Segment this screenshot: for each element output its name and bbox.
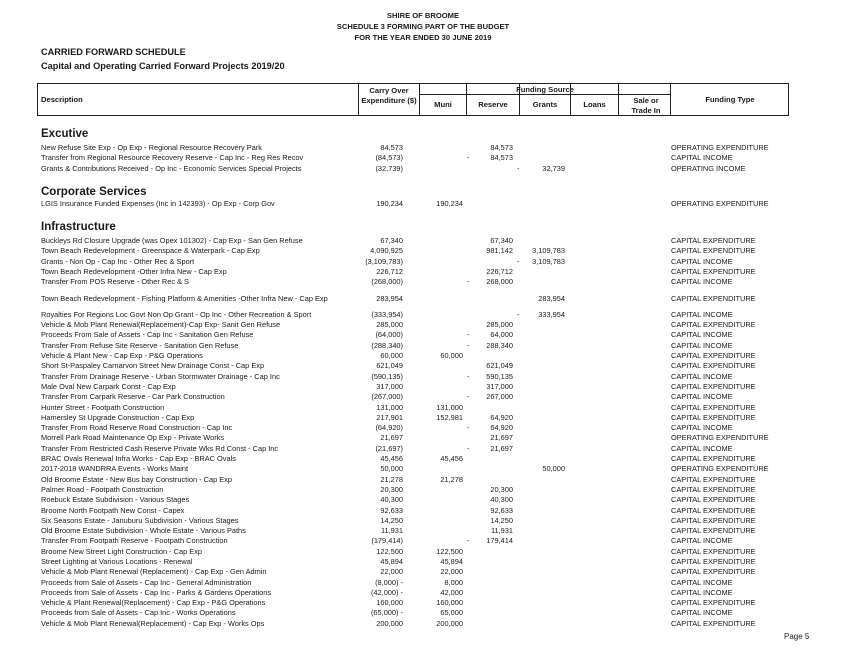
col-sale-trade: Sale or Trade In [631, 96, 661, 115]
row-funding-type: OPERATING EXPENDITURE [671, 433, 769, 442]
row-description: Proceeds from Sale of Assets - Cap Inc - General Administration [41, 578, 252, 587]
row-funding-type: OPERATING EXPENDITURE [671, 199, 769, 208]
row-description: 2017-2018 WANDRRA Events - Works Maint [41, 464, 189, 473]
table-row [0, 267, 846, 277]
row-description: Town Beach Redevelopment -Other Infra New - Cap Exp [41, 267, 227, 276]
row-carry-over: (21,697) [375, 444, 403, 453]
row-description: Vehicle & Mob Plant Renewal (Replacement) - Cap Exp - Gen Admin [41, 567, 267, 576]
row-carry-over: (64,920) [375, 423, 403, 432]
row-funding-type: CAPITAL EXPENDITURE [671, 413, 756, 422]
row-description: Broome New Street Light Construction - Cap Exp [41, 547, 203, 556]
table-row [0, 506, 846, 516]
shire-name: SHIRE OF BROOME [386, 11, 460, 20]
row-reserve: 40,300 [490, 495, 513, 504]
row-reserve-dash: - [467, 277, 470, 286]
row-description: Vehicle & Mob Plant Renewal(Replacement) - Cap Exp - Works Ops [41, 619, 265, 628]
table-row [0, 557, 846, 567]
table-row [0, 567, 846, 577]
col-grants: Grants [532, 100, 558, 109]
table-row [0, 372, 846, 382]
row-carry-over: (333,954) [371, 310, 403, 319]
table-row [0, 485, 846, 495]
row-carry-over: 160,000 [376, 598, 403, 607]
row-reserve: 267,000 [486, 392, 513, 401]
row-funding-type: CAPITAL EXPENDITURE [671, 475, 756, 484]
row-description: Town Beach Redevelopment - Greenspace & Waterpark - Cap Exp [41, 246, 260, 255]
row-carry-over: 226,712 [376, 267, 403, 276]
row-funding-type: CAPITAL INCOME [671, 257, 733, 266]
row-funding-type: CAPITAL EXPENDITURE [671, 547, 756, 556]
row-carry-over: 22,000 [380, 567, 403, 576]
table-row [0, 578, 846, 588]
row-carry-over: 84,573 [380, 143, 403, 152]
row-funding-type: CAPITAL INCOME [671, 608, 733, 617]
row-description: Town Beach Redevelopment - Fishing Platform & Amenities -Other Infra New - Cap Exp [41, 294, 328, 303]
row-reserve-dash: - [467, 392, 470, 401]
table-row [0, 495, 846, 505]
row-description: Transfer from Regional Resource Recovery Reserve - Cap Inc - Reg Res Recov [41, 153, 304, 162]
row-grants-dash: - [517, 257, 520, 266]
row-description: Hamersley St Upgrade Construction - Cap Exp [41, 413, 195, 422]
row-funding-type: CAPITAL INCOME [671, 341, 733, 350]
row-funding-type: CAPITAL EXPENDITURE [671, 516, 756, 525]
section-heading: Infrastructure [41, 221, 116, 233]
row-funding-type: CAPITAL EXPENDITURE [671, 382, 756, 391]
row-carry-over: (42,000) - [370, 588, 403, 597]
row-muni: 60,000 [440, 351, 463, 360]
row-carry-over: (3,109,783) [365, 257, 403, 266]
row-muni: 152,981 [436, 413, 463, 422]
row-grants: 50,000 [542, 464, 565, 473]
row-description: Hunter Street - Footpath Construction [41, 403, 165, 412]
table-row [0, 330, 846, 340]
row-reserve: 92,633 [490, 506, 513, 515]
row-muni: 200,000 [436, 619, 463, 628]
row-carry-over: 200,000 [376, 619, 403, 628]
row-reserve: 64,920 [490, 413, 513, 422]
row-description: Old Broome Estate Subdivision - Whole Estate - Various Paths [41, 526, 246, 535]
col-funding-type: Funding Type [705, 95, 755, 104]
row-carry-over: (267,000) [371, 392, 403, 401]
row-funding-type: CAPITAL EXPENDITURE [671, 619, 756, 628]
row-reserve-dash: - [467, 330, 470, 339]
row-funding-type: CAPITAL INCOME [671, 578, 733, 587]
row-description: Street Lighting at Various Locations - Renewal [41, 557, 193, 566]
row-reserve-dash: - [467, 341, 470, 350]
row-funding-type: CAPITAL EXPENDITURE [671, 567, 756, 576]
table-row [0, 598, 846, 608]
row-reserve: 21,697 [490, 444, 513, 453]
row-reserve: 226,712 [486, 267, 513, 276]
row-reserve: 84,573 [490, 143, 513, 152]
row-description: Vehicle & Plant Renewal(Replacement) - Cap Exp - P&G Operations [41, 598, 266, 607]
row-funding-type: CAPITAL INCOME [671, 444, 733, 453]
row-funding-type: CAPITAL EXPENDITURE [671, 246, 756, 255]
row-reserve: 67,340 [490, 236, 513, 245]
col-description: Description [41, 95, 83, 104]
row-muni: 21,278 [440, 475, 463, 484]
col-funding-source: Funding Source [516, 85, 574, 94]
schedule-heading: SCHEDULE 3 FORMING PART OF THE BUDGET [336, 22, 510, 31]
row-grants-dash: - [517, 310, 520, 319]
row-carry-over: 285,000 [376, 320, 403, 329]
row-carry-over: 11,931 [380, 526, 403, 535]
row-carry-over: 131,000 [376, 403, 403, 412]
row-carry-over: 14,250 [380, 516, 403, 525]
row-reserve: 11,931 [490, 526, 513, 535]
table-row [0, 608, 846, 618]
row-description: Broome North Footpath New Const - Capex [41, 506, 185, 515]
row-reserve: 268,000 [486, 277, 513, 286]
row-description: Proceeds from Sale of Assets - Cap Inc - Parks & Gardens Operations [41, 588, 272, 597]
table-row [0, 351, 846, 361]
row-funding-type: CAPITAL EXPENDITURE [671, 267, 756, 276]
row-reserve: 590,135 [486, 372, 513, 381]
row-reserve: 621,049 [486, 361, 513, 370]
row-carry-over: 21,697 [380, 433, 403, 442]
row-funding-type: CAPITAL EXPENDITURE [671, 361, 756, 370]
table-row [0, 444, 846, 454]
row-funding-type: CAPITAL EXPENDITURE [671, 526, 756, 535]
row-reserve: 288,340 [486, 341, 513, 350]
row-funding-type: OPERATING EXPENDITURE [671, 143, 769, 152]
table-row [0, 547, 846, 557]
row-grants: 283,954 [538, 294, 565, 303]
row-carry-over: 92,633 [380, 506, 403, 515]
row-description: Proceeds from Sale of Assets - Cap Inc - Works Operations [41, 608, 236, 617]
row-description: Transfer From Footpath Reserve - Footpath Construction [41, 536, 228, 545]
table-row [0, 588, 846, 598]
row-funding-type: CAPITAL EXPENDITURE [671, 598, 756, 607]
table-row [0, 536, 846, 546]
table-row [0, 246, 846, 256]
row-grants: 32,739 [542, 164, 565, 173]
row-reserve-dash: - [467, 423, 470, 432]
table-row [0, 475, 846, 485]
row-description: Short St-Paspaley Carnarvon Street New Drainage Const - Cap Exp [41, 361, 265, 370]
row-carry-over: 60,000 [380, 351, 403, 360]
row-carry-over: 45,456 [380, 454, 403, 463]
table-row [0, 310, 846, 320]
row-carry-over: 283,954 [376, 294, 403, 303]
table-row [0, 143, 846, 153]
table-row [0, 454, 846, 464]
table-row [0, 619, 846, 629]
row-description: BRAC Ovals Renewal Infra Works - Cap Exp - BRAC Ovals [41, 454, 236, 463]
table-row [0, 277, 846, 287]
table-row [0, 361, 846, 371]
table-row [0, 153, 846, 163]
row-muni: 131,000 [436, 403, 463, 412]
table-row [0, 516, 846, 526]
row-description: Grants - Non Op - Cap Inc - Other Rec & Sport [41, 257, 195, 266]
section-heading: Corporate Services [41, 186, 147, 198]
row-description: Morrell Park Road Maintenance Op Exp - Private Works [41, 433, 225, 442]
row-carry-over: 21,278 [380, 475, 403, 484]
row-carry-over: 20,300 [380, 485, 403, 494]
row-description: Transfer From Refuse Site Reserve - Sanitation Gen Refuse [41, 341, 239, 350]
row-funding-type: OPERATING EXPENDITURE [671, 464, 769, 473]
row-funding-type: CAPITAL INCOME [671, 536, 733, 545]
table-row [0, 257, 846, 267]
row-funding-type: CAPITAL EXPENDITURE [671, 294, 756, 303]
table-row [0, 413, 846, 423]
row-funding-type: CAPITAL INCOME [671, 277, 733, 286]
row-funding-type: CAPITAL INCOME [671, 588, 733, 597]
col-reserve: Reserve [478, 100, 508, 109]
row-carry-over: 317,000 [376, 382, 403, 391]
row-reserve-dash: - [467, 153, 470, 162]
row-funding-type: CAPITAL INCOME [671, 310, 733, 319]
row-carry-over: (179,414) [371, 536, 403, 545]
row-funding-type: CAPITAL INCOME [671, 372, 733, 381]
row-funding-type: CAPITAL INCOME [671, 423, 733, 432]
row-description: Male Oval New Carpark Const - Cap Exp [41, 382, 176, 391]
row-description: Buckleys Rd Closure Upgrade (was Opex 101302) - Cap Exp - San Gen Refuse [41, 236, 303, 245]
row-description: Vehicle & Plant New - Cap Exp - P&G Operations [41, 351, 203, 360]
row-reserve: 64,920 [490, 423, 513, 432]
row-carry-over: (84,573) [375, 153, 403, 162]
row-muni: 122,500 [436, 547, 463, 556]
row-carry-over: 4,090,925 [370, 246, 403, 255]
row-description: Roebuck Estate Subdivision - Various Stages [41, 495, 190, 504]
row-description: Transfer From Road Reserve Road Construction - Cap Inc [41, 423, 233, 432]
table-row [0, 164, 846, 174]
table-row [0, 526, 846, 536]
table-row [0, 392, 846, 402]
row-grants: 3,109,783 [532, 246, 565, 255]
row-carry-over: (65,000) - [370, 608, 403, 617]
row-grants: 3,109,783 [532, 257, 565, 266]
table-row [0, 320, 846, 330]
row-carry-over: (590,135) [371, 372, 403, 381]
table-row [0, 199, 846, 209]
schedule-title: CARRIED FORWARD SCHEDULE [41, 47, 186, 57]
section-heading: Excutive [41, 128, 89, 140]
col-muni: Muni [434, 100, 452, 109]
table-row [0, 236, 846, 246]
row-reserve: 20,300 [490, 485, 513, 494]
row-carry-over: 621,049 [376, 361, 403, 370]
row-funding-type: CAPITAL EXPENDITURE [671, 236, 756, 245]
row-funding-type: CAPITAL EXPENDITURE [671, 506, 756, 515]
row-carry-over: 45,894 [380, 557, 403, 566]
row-description: Transfer From Drainage Reserve - Urban Stormwater Drainage - Cap Inc [41, 372, 280, 381]
row-funding-type: CAPITAL EXPENDITURE [671, 351, 756, 360]
row-description: New Refuse Site Exp - Op Exp - Regional Resource Recovery Park [41, 143, 262, 152]
row-reserve: 179,414 [486, 536, 513, 545]
row-carry-over: (64,000) [375, 330, 403, 339]
row-description: Six Seasons Estate - Januburu Subdivision - Various Stages [41, 516, 239, 525]
row-reserve-dash: - [467, 536, 470, 545]
row-description: Transfer From POS Reserve - Other Rec & S [41, 277, 189, 286]
table-row [0, 433, 846, 443]
row-muni: 22,000 [440, 567, 463, 576]
row-reserve: 285,000 [486, 320, 513, 329]
row-muni: 42,000 [440, 588, 463, 597]
row-muni: 160,000 [436, 598, 463, 607]
row-description: Vehicle & Mob Plant Renewal(Replacement)-Cap Exp- Sanit Gen Refuse [41, 320, 281, 329]
row-muni: 8,000 [444, 578, 463, 587]
col-loans: Loans [583, 100, 606, 109]
col-carry-over: Carry Over Expenditure ($) [361, 86, 417, 105]
row-reserve: 21,697 [490, 433, 513, 442]
row-funding-type: CAPITAL INCOME [671, 153, 733, 162]
table-row [0, 294, 846, 304]
row-funding-type: OPERATING INCOME [671, 164, 746, 173]
row-muni: 45,456 [440, 454, 463, 463]
row-reserve: 84,573 [490, 153, 513, 162]
table-row [0, 464, 846, 474]
row-reserve-dash: - [467, 372, 470, 381]
row-description: Transfer From Carpark Reserve - Car Park Construction [41, 392, 225, 401]
row-muni: 45,894 [440, 557, 463, 566]
row-muni: 190,234 [436, 199, 463, 208]
row-reserve-dash: - [467, 444, 470, 453]
year-heading: FOR THE YEAR ENDED 30 JUNE 2019 [354, 33, 492, 42]
row-carry-over: (32,739) [375, 164, 403, 173]
row-grants: 333,954 [538, 310, 565, 319]
table-row [0, 382, 846, 392]
table-row [0, 423, 846, 433]
row-carry-over: 50,000 [380, 464, 403, 473]
row-description: Transfer From Restricted Cash Reserve Private Wks Rd Const - Cap Inc [41, 444, 279, 453]
row-funding-type: CAPITAL EXPENDITURE [671, 485, 756, 494]
row-carry-over: 67,340 [380, 236, 403, 245]
row-carry-over: (288,340) [371, 341, 403, 350]
row-funding-type: CAPITAL EXPENDITURE [671, 557, 756, 566]
row-funding-type: CAPITAL INCOME [671, 330, 733, 339]
row-muni: 65,000 [440, 608, 463, 617]
row-funding-type: CAPITAL EXPENDITURE [671, 495, 756, 504]
row-carry-over: (268,000) [371, 277, 403, 286]
row-carry-over: 190,234 [376, 199, 403, 208]
row-carry-over: 122,500 [376, 547, 403, 556]
row-description: Proceeds From Sale of Assets - Cap Inc - Sanitation Gen Refuse [41, 330, 254, 339]
row-funding-type: CAPITAL INCOME [671, 392, 733, 401]
page-number: Page 5 [784, 632, 810, 641]
row-reserve: 14,250 [490, 516, 513, 525]
schedule-subtitle: Capital and Operating Carried Forward Projects 2019/20 [41, 61, 285, 71]
table-header [37, 83, 789, 116]
table-row [0, 341, 846, 351]
row-carry-over: 40,300 [380, 495, 403, 504]
row-reserve: 317,000 [486, 382, 513, 391]
row-funding-type: CAPITAL EXPENDITURE [671, 454, 756, 463]
row-carry-over: 217,901 [376, 413, 403, 422]
row-description: Royalties For Regions Loc Govt Non Op Grant - Op Inc - Other Recreation & Sport [41, 310, 312, 319]
row-funding-type: CAPITAL EXPENDITURE [671, 320, 756, 329]
row-description: Grants & Contributions Received - Op Inc - Economic Services Special Projects [41, 164, 302, 173]
row-grants-dash: - [517, 164, 520, 173]
table-row [0, 403, 846, 413]
row-description: LGIS Insurance Funded Expenses (Inc in 142393) - Op Exp - Corp Gov [41, 199, 275, 208]
row-reserve: 981,142 [486, 246, 513, 255]
row-description: Palmer Road - Footpath Construction [41, 485, 164, 494]
row-carry-over: (8,000) - [375, 578, 403, 587]
row-description: Old Broome Estate - New Bus bay Construction - Cap Exp [41, 475, 233, 484]
row-reserve: 64,000 [490, 330, 513, 339]
row-funding-type: CAPITAL EXPENDITURE [671, 403, 756, 412]
